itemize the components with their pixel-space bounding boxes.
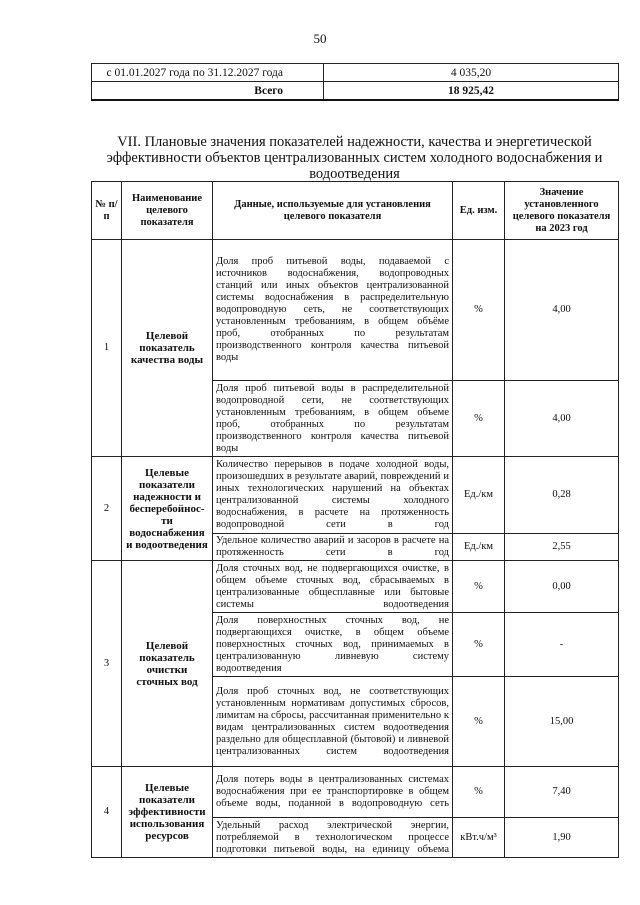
indicator-value: 0,00 <box>505 561 619 613</box>
indicator-unit: % <box>453 240 505 381</box>
indicator-unit: % <box>453 613 505 677</box>
indicator-description: Удельное количество аварий и засоров в расчете на протяженность сети в год <box>213 534 453 561</box>
header-name: Наименование целевого показателя <box>122 182 213 240</box>
indicator-description: Доля потерь воды в централизованных системах водоснабжения при ее транспортировке в общем объеме воды, поданной в водопроводную сеть <box>213 767 453 818</box>
group-name: Целевой показатель качества воды <box>122 240 213 457</box>
table-row <box>92 767 619 818</box>
group-number: 3 <box>92 561 122 767</box>
indicator-value: 15,00 <box>505 677 619 767</box>
indicator-unit: Ед./км <box>453 534 505 561</box>
group-name: Целевой показатель очистки сточных вод <box>122 561 213 767</box>
header-num: № п/п <box>92 182 122 240</box>
indicator-value: 2,55 <box>505 534 619 561</box>
group-name: Целевые показатели эффективности использования ресурсов <box>122 767 213 858</box>
summary-total-value: 18 925,42 <box>324 82 619 101</box>
group-name: Целевые показатели надежности и бесперебойнос-ти водоснабжения и водоотведения <box>122 457 213 561</box>
indicator-unit: % <box>453 767 505 818</box>
indicator-description: Доля сточных вод, не подвергающихся очистке, в общем объеме сточных вод, сбрасываемых в централизованные общесплавные или бытовые системы водоотведения <box>213 561 453 613</box>
indicator-description: Доля проб питьевой воды в распределительной водопроводной сети, не соответствующих установленным требованиям, в общем объеме проб, отобранных по результатам производственного контроля качества питьевой воды <box>213 381 453 457</box>
indicator-value: 1,90 <box>505 818 619 858</box>
summary-table <box>91 63 619 101</box>
table-row <box>92 561 619 613</box>
indicator-description: Количество перерывов в подаче холодной воды, произошедших в результате аварий, повреждений и иных технологических нарушений на объектах централизованной системы холодного водоснабжения, в расчете на протяженность водопроводной сети в год <box>213 457 453 534</box>
summary-period-label: с 01.01.2027 года по 31.12.2027 года <box>92 64 324 82</box>
indicator-unit: Ед./км <box>453 457 505 534</box>
table-header-row <box>92 182 619 240</box>
indicator-description: Доля поверхностных сточных вод, не подвергающихся очистке, в общем объеме поверхностных сточных вод, принимаемых в централизованную ливневую систему водоотведения <box>213 613 453 677</box>
indicators-table <box>91 181 619 858</box>
header-data: Данные, используемые для установления целевого показателя <box>213 182 453 240</box>
group-number: 4 <box>92 767 122 858</box>
page-number: 50 <box>313 31 327 46</box>
group-number: 2 <box>92 457 122 561</box>
indicator-unit: % <box>453 677 505 767</box>
summary-row <box>92 64 619 82</box>
table-row <box>92 457 619 534</box>
summary-period-value: 4 035,20 <box>324 64 619 82</box>
indicator-description: Доля проб питьевой воды, подаваемой с источников водоснабжения, водопроводных станций или иных объектов централизованной системы водоснабжения в распределительную водопроводную сеть, не соответствующих установленным требованиям, в общем объёме проб, отобранных по результатам производственного контроля качества питьевой воды <box>213 240 453 381</box>
group-number: 1 <box>92 240 122 457</box>
header-value: Значение установленного целевого показателя на 2023 год <box>505 182 619 240</box>
indicator-value: 4,00 <box>505 381 619 457</box>
section-heading: VII. Плановые значения показателей надежности, качества и энергетической эффективности объектов централизованных систем холодного водоснабжения и водоотведения <box>106 134 603 182</box>
indicator-value: 7,40 <box>505 767 619 818</box>
summary-total-label: Всего <box>92 82 324 101</box>
summary-total-row <box>92 82 619 101</box>
indicator-unit: кВт.ч/м³ <box>453 818 505 858</box>
indicator-value: - <box>505 613 619 677</box>
header-unit: Ед. изм. <box>453 182 505 240</box>
indicator-value: 4,00 <box>505 240 619 381</box>
table-row <box>92 240 619 381</box>
indicator-value: 0,28 <box>505 457 619 534</box>
indicator-description: Удельный расход электрической энергии, потребляемой в технологическом процессе подготовки питьевой воды, на единицу объема <box>213 818 453 858</box>
indicator-unit: % <box>453 381 505 457</box>
indicator-description: Доля проб сточных вод, не соответствующих установленным нормативам допустимых сбросов, лимитам на сбросы, рассчитанная применительно к видам централизованных систем водоотведения раздельно для общесплавной (бытовой) и ливневой централизованных систем водоотведения <box>213 677 453 767</box>
indicator-unit: % <box>453 561 505 613</box>
